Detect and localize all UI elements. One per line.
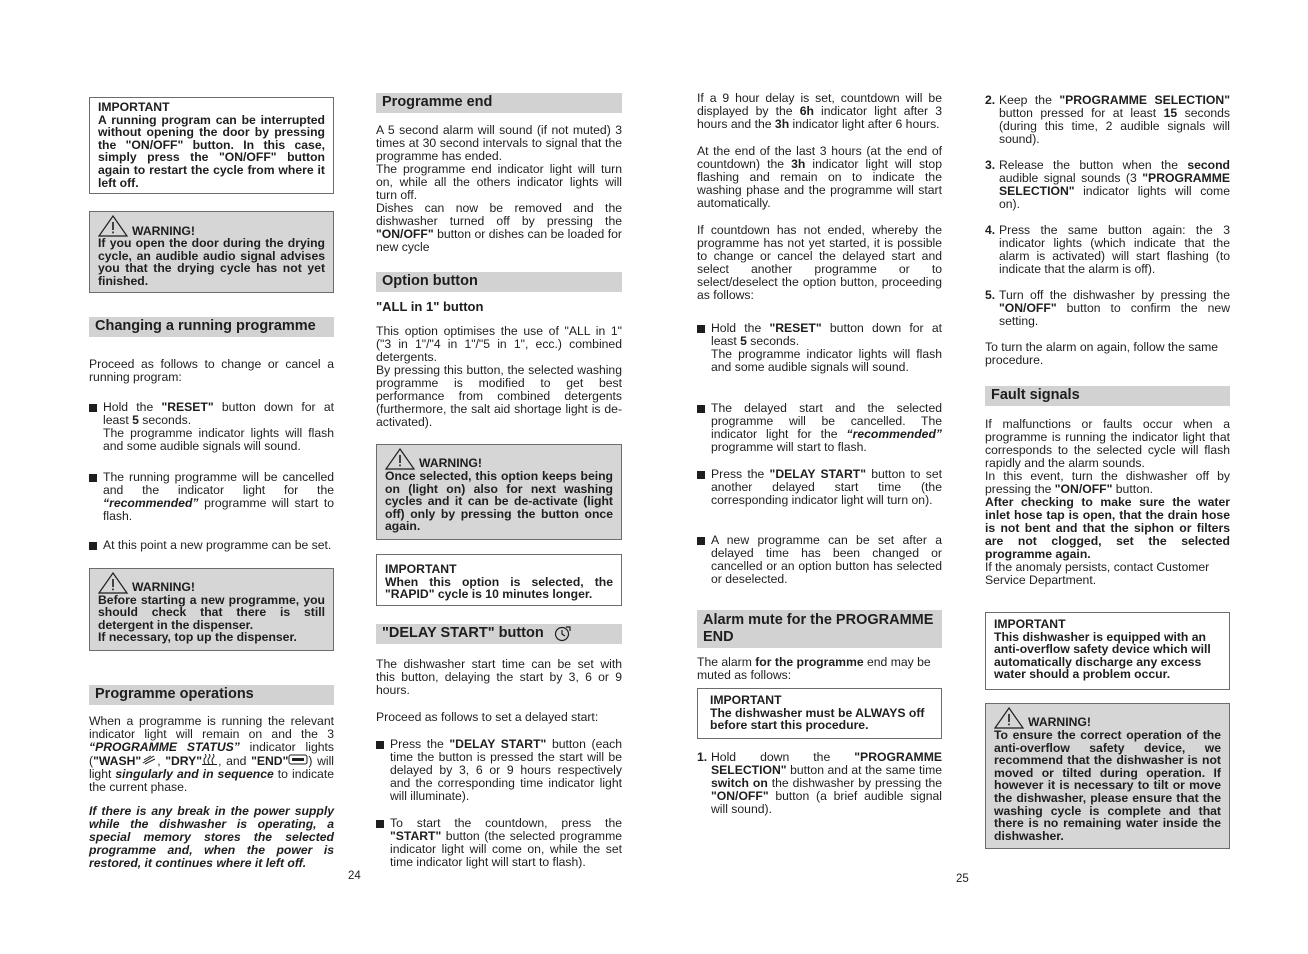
- list-item: The delayed start and the selected programme will be cancelled. The indicator light for the “recommended” programme will start to flash.: [697, 402, 942, 454]
- step-2: 2. Keep the "PROGRAMME SELECTION" button pressed for at least 15 seconds (during this time, 2 audible signals will sound).: [985, 93, 1230, 146]
- paragraph: A 5 second alarm will sound (if not muted) 3 times at 30 second intervals to signal that the programme has ended.: [376, 123, 622, 163]
- important-title: IMPORTANT: [994, 617, 1066, 631]
- paragraph: Dishes can now be removed and the dishwasher turned off by pressing the "ON/OFF" button or dishes can be loaded for new cycle: [376, 201, 622, 254]
- warning-text: If you open the door during the drying cycle, an audible audio signal advises you that the drying cycle has not yet finished.: [98, 236, 325, 288]
- paragraph: If countdown has not ended, whereby the programme has not yet started, it is possible to change or cancel the delayed start and select another programme or to select/deselect the option button, proceeding as follows:: [697, 223, 942, 302]
- important-title: IMPORTANT: [385, 561, 457, 576]
- warning-box-drying: [89, 211, 334, 292]
- section-heading-option: Option button: [376, 272, 622, 292]
- paragraph: In this event, turn the dishwasher off by pressing the "ON/OFF" button.: [985, 469, 1230, 496]
- warning-icon: [98, 215, 128, 237]
- important-box-off: [697, 688, 942, 739]
- delay-heading-label: "DELAY START" button: [382, 624, 544, 641]
- warning-box-overflow: [985, 703, 1230, 849]
- warning-text: To ensure the correct operation of the anti-overflow safety device, we recommend that the dishwasher is not moved or tilted during operation. If however it is necessary to tilt or move the dishwasher, please ensure that the washing cycle is complete and that there is no remaining water inside the dishwasher.: [994, 727, 1221, 843]
- important-text: The dishwasher must be ALWAYS off before start this procedure.: [710, 705, 925, 733]
- important-title: IMPORTANT: [98, 100, 170, 114]
- warning-box-detergent: [89, 568, 334, 651]
- paragraph: After checking to make sure the water inlet hose tap is open, that the drain hose is not bent and that the siphon or filters are not clogged, set the selected programme again.: [985, 495, 1230, 561]
- delay-clock-icon: [554, 625, 572, 642]
- column-3: [697, 92, 942, 816]
- step-5: 5. Turn off the dishwasher by pressing the "ON/OFF" button to confirm the new setting.: [985, 288, 1230, 328]
- warning-text: Before starting a new programme, you should check that there is still detergent in the dispenser.: [98, 592, 325, 632]
- section-heading-delay: [376, 624, 622, 644]
- section-heading-alarm-mute: Alarm mute for the PROGRAMME END: [697, 610, 942, 648]
- list-item: The running programme will be cancelled and the indicator light for the “recommended” programme will start to flash.: [89, 471, 334, 523]
- dry-icon: [202, 754, 218, 765]
- warning-icon: [994, 707, 1024, 729]
- column-2: [376, 93, 622, 869]
- important-box-overflow: [985, 612, 1230, 690]
- power-break-text: If there is any break in the power supply while the dishwasher is operating, a special memory stores the selected programme and, when the power is restored, it continues where it left off.: [89, 803, 334, 870]
- important-text: This dishwasher is equipped with an anti-overflow safety device which will automatically discharge any excess water should a problem occur.: [994, 629, 1211, 682]
- warning-icon: [98, 572, 128, 594]
- change-intro: Proceed as follows to change or cancel a running program:: [89, 356, 334, 384]
- warning-box-option: [376, 444, 622, 540]
- important-box-interrupt: [89, 97, 334, 194]
- warning-text-2: If necessary, top up the dispenser.: [98, 630, 297, 645]
- paragraph: If a 9 hour delay is set, countdown will be displayed by the 6h indicator light after 3 hours and the 3h indicator light after 6 hours.: [697, 91, 943, 131]
- warning-title: WARNING!: [132, 579, 195, 594]
- stop-icon: [288, 754, 308, 765]
- warning-title: WARNING!: [419, 456, 482, 471]
- operations-text: When a programme is running the relevant indicator light will remain on and the 3 “PROGRAMME STATUS” indicator lights ("WASH" , "DRY" , and "END" ) will light singularly and in sequence to indicate the current phase.: [89, 713, 334, 794]
- important-title: IMPORTANT: [710, 693, 782, 707]
- paragraph: The alarm for the programme end may be muted as follows:: [697, 655, 931, 682]
- page-number-left: 24: [348, 870, 361, 882]
- column-4: [985, 94, 1230, 849]
- list-item: Hold the "RESET" button down for at least 5 seconds. The programme indicator lights will flash and some audible signals will sound.: [89, 401, 334, 453]
- list-item: Press the "DELAY START" button (each time the button is pressed the start will be delayed by 3, 6 or 9 hours respectively and the corresponding time indicator light will illuminate).: [376, 738, 622, 803]
- paragraph: The programme end indicator light will turn on, while all the others indicator lights will turn off.: [376, 162, 622, 202]
- warning-title: WARNING!: [1028, 715, 1091, 730]
- paragraph: If the anomaly persists, contact Customer Service Department.: [985, 560, 1210, 587]
- page-number-right: 25: [956, 873, 969, 885]
- list-item: A new programme can be set after a delayed time has been changed or cancelled or an option button has selected or deselected.: [697, 534, 942, 586]
- important-text: A running program can be interrupted without opening the door by pressing the "ON/OFF" button. In this case, simply press the "ON/OFF" button again to restart the cycle from where it left off.: [98, 112, 325, 190]
- wash-icon: [141, 754, 157, 765]
- important-box-rapid: [376, 554, 622, 606]
- column-1: [89, 97, 334, 870]
- section-heading-programme-end: Programme end: [376, 93, 622, 113]
- paragraph: If malfunctions or faults occur when a programme is running the indicator light that corresponds to the selected cycle will flash rapidly and the alarm sounds.: [985, 417, 1230, 470]
- section-heading-operations: Programme operations: [89, 685, 334, 705]
- paragraph: This option optimises the use of "ALL in 1" ("3 in 1"/"4 in 1"/"5 in 1", ecc.) combined detergents.: [376, 324, 622, 364]
- warning-title: WARNING!: [132, 223, 195, 238]
- list-item: Hold the "RESET" button down for at least 5 seconds. The programme indicator lights will flash and some audible signals will sound.: [697, 322, 942, 374]
- paragraph: To turn the alarm on again, follow the same procedure.: [985, 340, 1219, 367]
- paragraph: By pressing this button, the selected washing programme is modified to get best performance from combined detergents (furthermore, the salt aid shortage light is de-activated).: [376, 363, 622, 429]
- important-text: When this option is selected, the "RAPID" cycle is 10 minutes longer.: [385, 574, 613, 602]
- paragraph: The dishwasher start time can be set with this button, delaying the start by 3, 6 or 9 hours.: [376, 656, 622, 697]
- step-4: 4. Press the same button again: the 3 indicator lights (which indicate that the alarm is activated) will start flashing (to indicate that the alarm is off).: [985, 223, 1230, 276]
- section-heading-changing: Changing a running programme: [89, 317, 334, 337]
- step-1: 1. Hold down the "PROGRAMME SELECTION" button and at the same time switch on the dishwasher by pressing the "ON/OFF" button (a brief audible signal will sound).: [697, 749, 943, 816]
- list-item: Press the "DELAY START" button to set another delayed start time (the corresponding indicator light will turn on).: [697, 468, 942, 507]
- all-in-1-heading: "ALL in 1" button: [376, 299, 484, 314]
- warning-text: Once selected, this option keeps being on (light on) also for next washing cycles and it can be de-activate (light off) only by pressing the button once again.: [385, 469, 613, 534]
- paragraph: At the end of the last 3 hours (at the end of countdown) the 3h indicator light will stop flashing and remain on to indicate the washing phase and the programme will start automatically.: [697, 144, 942, 210]
- list-item: At this point a new programme can be set.: [89, 539, 334, 552]
- section-heading-fault: Fault signals: [985, 386, 1230, 406]
- paragraph: Proceed as follows to set a delayed start:: [376, 709, 599, 724]
- list-item: To start the countdown, press the "START" button (the selected programme indicator light will come on, while the set time indicator light will start to flash).: [376, 817, 622, 869]
- step-3: 3. Release the button when the second audible signal sounds (3 "PROGRAMME SELECTION" indicator lights will come on).: [985, 158, 1230, 211]
- warning-icon: [385, 448, 415, 470]
